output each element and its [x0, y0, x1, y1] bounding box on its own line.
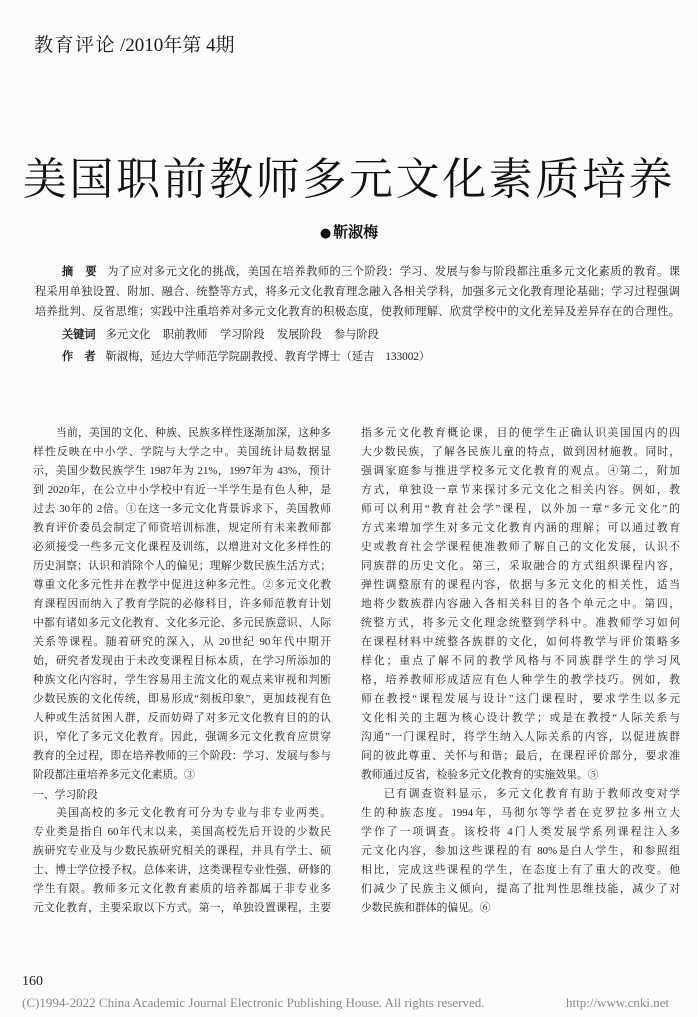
body-line: 们减少了民族主义倾向，提高了批判性思维技能，减少了对 — [361, 883, 680, 895]
body-line: 在课程材料中统整各族群的文化，如何将教学与评价策略多 — [361, 636, 680, 648]
body-line: 史或教育社会学课程使准教师了解自己的文化发展，认识不 — [361, 541, 680, 553]
keyword: 参与阶段 — [333, 329, 379, 341]
body-line: 教师通过反省，检验多元文化教育的实施效果。⑤ — [361, 769, 599, 781]
body-line: 大少数民族，了解各民族儿童的特点，做到因材施教。同时， — [361, 446, 680, 458]
body-line: 文化相关的主题为核心设计教学；或是在教授“人际关系与 — [361, 712, 680, 724]
body-line: 关系等课程。随着研究的深入，从 20世纪 90年代中期开 — [33, 636, 331, 648]
body-line: 士、博士学位授予权。总体来讲，这类课程专业性强、研修的 — [33, 864, 331, 876]
body-line: 人种或生活贫困人群，反而妨碍了对多元文化教育目的的认 — [33, 712, 331, 724]
byline — [0, 222, 698, 242]
keyword: 学习阶段 — [219, 329, 265, 341]
body-line: 少数民族和群体的偏见。⑥ — [361, 902, 491, 914]
section-heading: 一、学习阶段 — [33, 788, 98, 801]
body-line: 当前，美国的文化、种族、民族多样性逐渐加深，这种多 — [56, 427, 331, 439]
body-line: 元文化教育，主要采取以下方式。第一，单独设置课程，主要 — [33, 902, 331, 914]
right-column — [361, 424, 680, 918]
body-line: 专业类是指自 60年代末以来，美国高校先后开设的少数民 — [33, 826, 331, 838]
body-line: 尊重文化多元性并在教学中促进这种多元性。②多元文化教 — [33, 579, 331, 591]
footer-url: http://www.cnki.net — [566, 995, 670, 1010]
running-head — [34, 31, 235, 59]
abstract-line: 程采用单独设置、附加、融合、统整等方式，将多元文化教育理念融入各相关学科，加强多元文化教育理论基础；学习过程强调 — [35, 286, 680, 298]
body-line: 识，窄化了多元文化教育。因此，强调多元文化教育应贯穿 — [33, 731, 331, 743]
keyword: 多元文化 — [105, 329, 151, 341]
body-line: 间的彼此尊重、关怀与和谐；最后，在课程评价部分，要求准 — [361, 750, 680, 762]
issue-number: /2010年第 4期 — [120, 35, 235, 56]
body-line: 学作了一项调查。该校将 4门人类发展学系列课程注入多 — [361, 826, 680, 838]
abstract — [35, 262, 680, 322]
body-line: 过去 30年的 2倍。①在这一多元文化背景诉求下，美国教师 — [33, 503, 331, 515]
journal-name: 教育评论 — [34, 34, 117, 56]
body-line: 师在教授“课程发展与设计”这门课程时，要求学生以多元 — [361, 693, 680, 705]
body-line: 必须接受一些多元文化课程及训练，以增进对文化多样性的 — [33, 541, 331, 553]
left-column — [33, 424, 331, 918]
body-line: 种族文化内容时，学生容易用主流文化的观点来审视和判断 — [33, 674, 331, 686]
abstract-line: 培养批判、反省思维；实践中注重培养对多元文化教育的积极态度，使教师理解、欣赏学校中的文化差异及差异存在的合理性。 — [35, 306, 680, 318]
body-line: 强调家庭参与推进学校多元文化教育的观点。④第二，附加 — [361, 465, 680, 477]
abstract-line — [35, 262, 680, 282]
body-line: 相比，完成这些课程的学生，在态度上有了重大的改变。他 — [361, 864, 680, 876]
body-line: 元文化内容，参加这些课程的有 80%是白人学生，和参照组 — [361, 845, 680, 857]
author-name: 靳淑梅 — [333, 223, 379, 241]
body-line: 阶段都注重培养多元文化素质。③ — [33, 769, 195, 781]
body-line: 师可以利用“教育社会学”课程，以外加一章“多元文化”的 — [361, 503, 680, 515]
body-line: 始，研究者发现由于未改变课程目标本质，在学习所添加的 — [33, 655, 331, 667]
body-line: 指多元文化教育概论课，目的使学生正确认识美国国内的四 — [361, 427, 680, 439]
keywords-label: 关键词 — [62, 328, 96, 341]
body-line: 方式，单独设一章节来探讨多元文化之相关内容。例如，教 — [361, 484, 680, 496]
body-line: 地将少数族群内容融入各相关科目的各个单元之中。第四， — [361, 598, 680, 610]
abstract-label: 摘 要 — [62, 265, 98, 278]
keyword: 职前教师 — [162, 329, 208, 341]
bullet-icon: ● — [319, 226, 332, 241]
page-number: 160 — [22, 974, 43, 989]
body-line: 族研究专业及与少数民族研究相关的课程，并具有学士、硕 — [33, 845, 331, 857]
body-line: 学生有限。教师多元文化教育素质的培养都属于非专业多 — [33, 883, 331, 895]
body-line: 示，美国少数民族学生 1987年为 21%，1997年为 43%，预计 — [33, 465, 331, 477]
body-line: 美国高校的多元文化教育可分为专业与非专业两类。 — [56, 807, 331, 819]
author-note-text: 靳淑梅，延边大学师范学院副教授、教育学博士（延吉 133002） — [105, 351, 431, 363]
copyright-notice: (C)1994-2022 China Academic Journal Electronic Publishing House. All rights reserved. — [22, 995, 485, 1010]
body-line: 少数民族的文化传统，即易形成“刻板印象”，更加歧视有色 — [33, 693, 331, 705]
body-line: 方式来增加学生对多元文化教育内涵的理解；可以通过教育 — [361, 522, 680, 534]
body-line: 教育评价委员会制定了师资培训标准，规定所有未来教师都 — [33, 522, 331, 534]
body-line: 到 2020年，在公立中小学校中有近一半学生是有色人种，是 — [33, 484, 331, 496]
body-line: 育课程因而纳入了教育学院的必修科目，许多师范教育计划 — [33, 598, 331, 610]
body-line: 沟通”一门课程时，将学生纳入人际关系的内容，以促进族群 — [361, 731, 680, 743]
body-line: 样化；重点了解不同的教学风格与不同族群学生的学习风 — [361, 655, 680, 667]
body-line: 格，培养教师形成适应有色人种学生的教学技巧。例如，教 — [361, 674, 680, 686]
body-line: 教育的全过程，即在培养教师的三个阶段：学习、发展与参与 — [33, 750, 331, 762]
article-title: 美国职前教师多元文化素质培养 — [22, 155, 676, 204]
body-line: 历史洞察；认识和消除个人的偏见；理解少数民族生活方式； — [33, 560, 331, 572]
author-note — [35, 347, 680, 367]
abstract-text: 为了应对多元文化的挑战，美国在培养教师的三个阶段：学习、发展与参与阶段都注重多元文化素质的教育。课 — [107, 266, 680, 278]
body-line: 中都有诸如多元文化教育、文化多元论、多元民族意识、人际 — [33, 617, 331, 629]
keywords — [35, 325, 680, 345]
body-line: 生的种族态度。1994年，马彻尔等学者在克罗拉多州立大 — [361, 807, 680, 819]
body-line: 同族群的历史文化。第三，采取融合的方式组织课程内容， — [361, 560, 680, 572]
body-line: 样性反映在中小学、学院与大学之中。美国统计局数据显 — [33, 446, 331, 458]
author-note-label: 作 者 — [62, 350, 96, 363]
body-line: 已有调查资料显示，多元文化教育有助于教师改变对学 — [384, 788, 680, 800]
footer — [0, 994, 698, 1012]
body-line: 统整方式，将多元文化理念统整到学科中。准教师学习如何 — [361, 617, 680, 629]
keyword: 发展阶段 — [276, 329, 322, 341]
body-line: 弹性调整原有的课程内容，依据与多元文化的相关性，适当 — [361, 579, 680, 591]
